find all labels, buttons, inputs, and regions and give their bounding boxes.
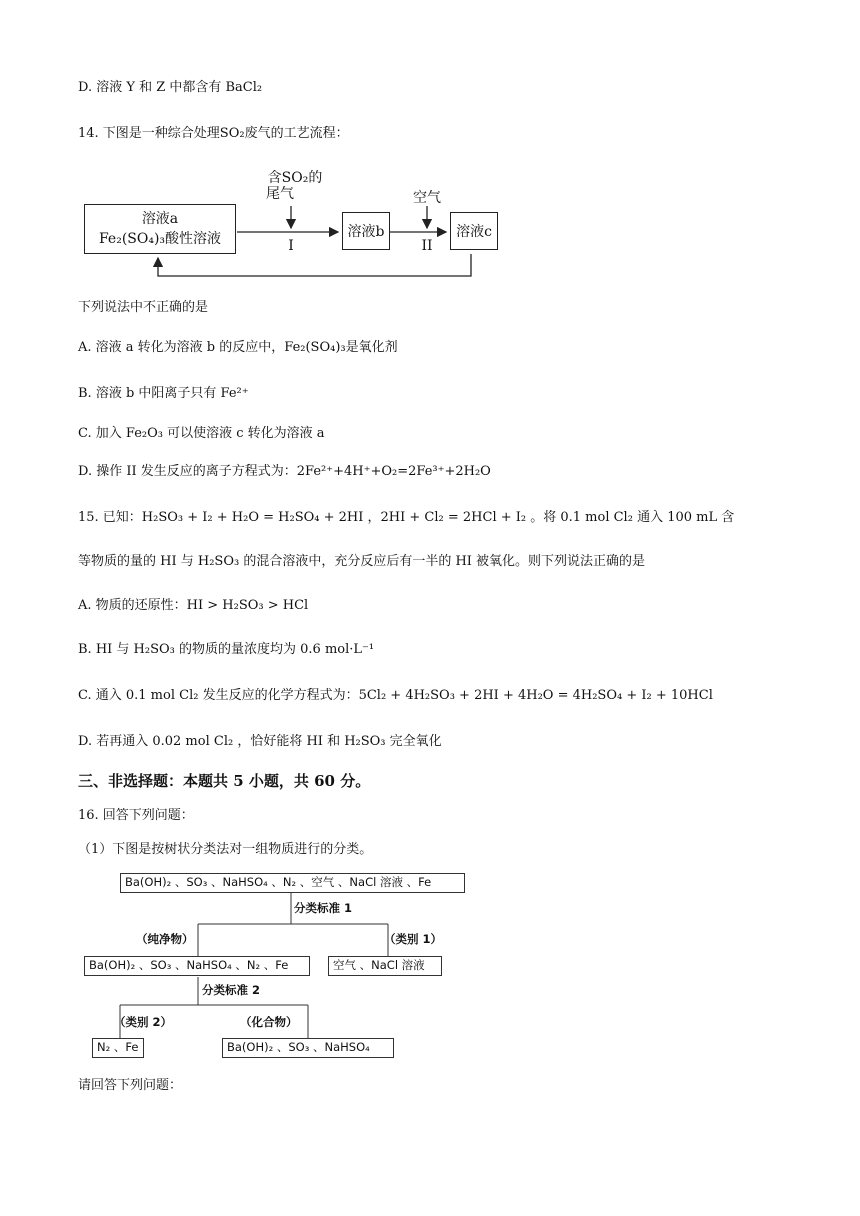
element-box: N₂ 、Fe [92, 1038, 144, 1058]
q14-stem: 14. 下图是一种综合处理SO₂废气的工艺流程： [78, 126, 349, 141]
pure-substance-box: Ba(OH)₂ 、SO₃ 、NaHSO₄ 、N₂ 、Fe [84, 956, 310, 976]
solution-a-label: 溶液a [141, 211, 179, 227]
q15-stem-line2: 等物质的量的 HI 与 H₂SO₃ 的混合溶液中，充分反应后有一半的 HI 被氧化。则下列说法正确的是 [78, 554, 646, 569]
pure-substance-label: （纯净物） [136, 932, 194, 946]
category-1-label: （类别 1） [384, 932, 443, 946]
category-2-label: （类别 2） [114, 1015, 173, 1029]
criterion-2-label: 分类标准 2 [202, 983, 261, 997]
q16-sub1: （1）下图是按树状分类法对一组物质进行的分类。 [78, 842, 373, 857]
mixture-box: 空气 、NaCl 溶液 [328, 956, 442, 976]
step-1-label: I [288, 238, 294, 254]
criterion-1-label: 分类标准 1 [294, 901, 353, 915]
q15-option-c: C. 通入 0.1 mol Cl₂ 发生反应的化学方程式为：5Cl₂ + 4H₂SO₃ + 2HI + 4H₂O = 4H₂SO₄ + I₂ + 10HCl [78, 688, 713, 703]
classification-tree-diagram [80, 868, 480, 1064]
q15-option-b: B. HI 与 H₂SO₃ 的物质的量浓度均为 0.6 mol·L⁻¹ [78, 642, 375, 657]
tree-root-box: Ba(OH)₂ 、SO₃ 、NaHSO₄ 、N₂ 、空气 、NaCl 溶液 、Fe [120, 873, 465, 893]
solution-a-formula: Fe₂(SO₄)₃酸性溶液 [98, 231, 222, 247]
input-so2-label: 含SO₂的 尾气 [266, 170, 323, 202]
q15-stem-line1: 15. 已知：H₂SO₃ + I₂ + H₂O = H₂SO₄ + 2HI ，2HI + Cl₂ = 2HCl + I₂ 。将 0.1 mol Cl₂ 通入 100 mL 含 [78, 510, 735, 525]
compound-box: Ba(OH)₂ 、SO₃ 、NaHSO₄ [222, 1038, 394, 1058]
q14-option-b: B. 溶液 b 中阳离子只有 Fe²⁺ [78, 386, 249, 401]
input-air-label: 空气 [413, 190, 441, 206]
compound-label: （化合物） [240, 1015, 298, 1029]
solution-b-box: 溶液b [342, 212, 390, 250]
step-2-label: II [421, 238, 433, 254]
q14-prompt: 下列说法中不正确的是 [78, 300, 209, 315]
q14-option-a: A. 溶液 a 转化为溶液 b 的反应中，Fe₂(SO₄)₃是氧化剂 [78, 340, 398, 355]
solution-c-box: 溶液c [450, 212, 498, 250]
section-3-heading: 三、非选择题：本题共 5 小题，共 60 分。 [78, 772, 371, 790]
q16-prompt: 请回答下列问题： [78, 1078, 183, 1093]
q14-option-c: C. 加入 Fe₂O₃ 可以使溶液 c 转化为溶液 a [78, 426, 325, 441]
q16-stem: 16. 回答下列问题： [78, 808, 194, 823]
process-flow-diagram [80, 168, 510, 280]
solution-a-box [84, 204, 236, 254]
q14-option-d: D. 操作 II 发生反应的离子方程式为：2Fe²⁺+4H⁺+O₂=2Fe³⁺+2H₂O [78, 464, 491, 479]
q13-option-d: D. 溶液 Y 和 Z 中都含有 BaCl₂ [78, 80, 263, 95]
q15-option-d: D. 若再通入 0.02 mol Cl₂ ，恰好能将 HI 和 H₂SO₃ 完全氧化 [78, 734, 442, 749]
q15-option-a: A. 物质的还原性：HI > H₂SO₃ > HCl [78, 598, 309, 613]
